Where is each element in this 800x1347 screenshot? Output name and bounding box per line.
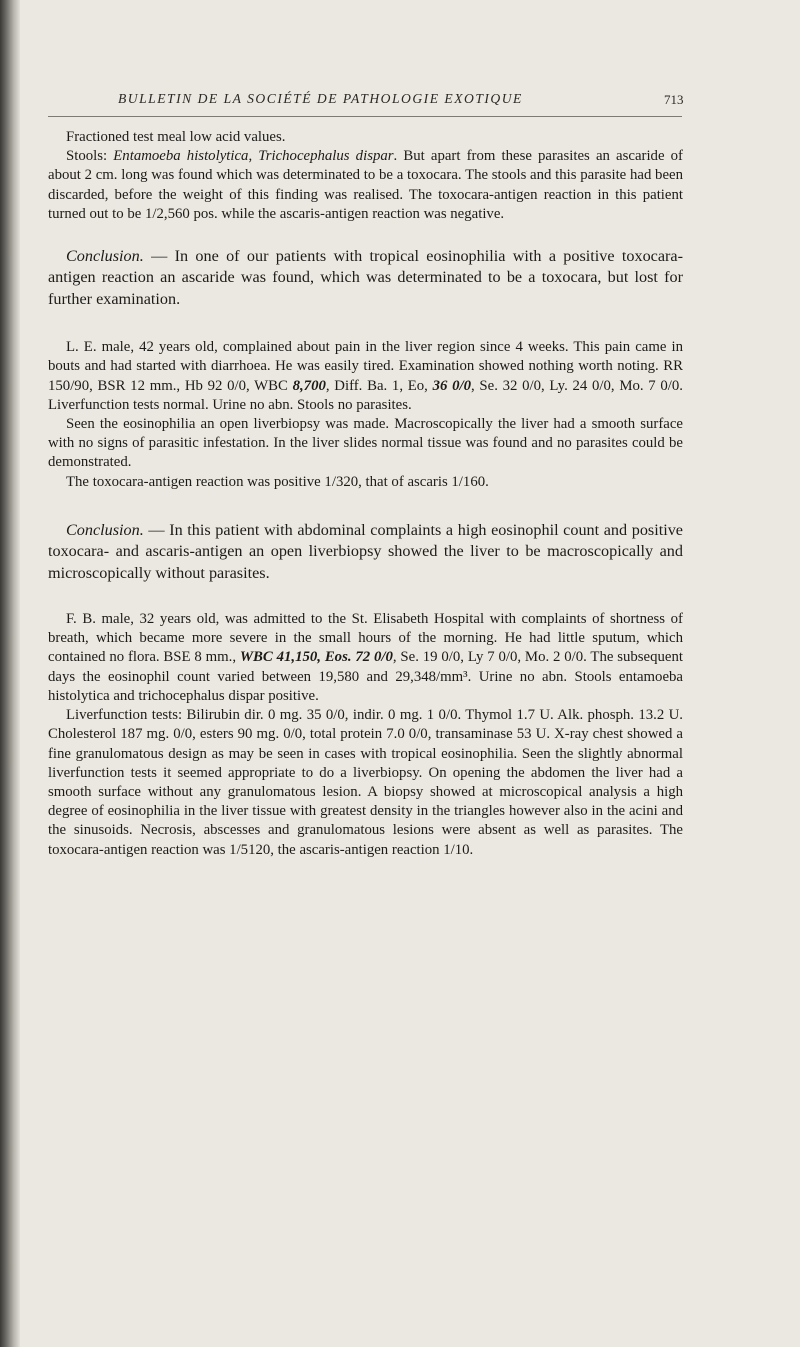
conclusion-1 [48,246,683,310]
conclusion-text: — In one of our patients with tropical eosinophilia with a positive toxocara-antigen reaction an ascaride was found, which was determinated to be a toxocara, but lost for further examination. [48,247,683,308]
wbc-eos-value: WBC 41,150, Eos. 72 0/0 [239,649,393,666]
running-header: BULLETIN DE LA SOCIÉTÉ DE PATHOLOGIE EXOTIQUE [118,91,523,106]
eo-value: 36 0/0 [432,377,471,394]
paragraph-antigen-le: The toxocara-antigen reaction was positive 1/320, that of ascaris 1/160. [66,473,489,490]
page-number: 713 [664,92,684,107]
stools-text: . But apart from these parasites an ascaride of about 2 cm. long was found which was determinated to be a toxocara. The stools and this parasite had been discarded, before the weight of this finding was realised. The toxocara-antigen reaction in this patient turned out to be 1/2,560 pos. while the ascaris-antigen reaction was negative. [48,148,683,222]
paragraph-liverfunction-fb: Liverfunction tests: Bilirubin dir. 0 mg. 35 0/0, indir. 0 mg. 1 0/0. Thymol 1.7 U. Alk. phosph. 13.2 U. Cholesterol 187 mg. 0/0, esters 90 mg. 0/0, total protein 7.0 0/0, transaminase 53 U. X-ray chest showed a fine granulomatous design as may be seen in cases with tropical eosinophilia. Seen the slightly abnormal liverfunction tests it seemed appropriate to do a liverbiopsy. On opening the abdomen the liver had a smooth surface without any granulomatous lesion. A biopsy showed at microscopical analysis a high degree of eosinophilia in the liver tissue with greatest density in the triangles however also in the acini and the sinusoids. Necrosis, abscesses and granulomatous lesions were absent as well as parasites. The toxocara-antigen reaction was 1/5120, the ascaris-antigen reaction 1/10. [48,707,683,858]
conclusion-label: Conclusion. [66,247,144,266]
stools-lead: Stools: [66,148,114,165]
wbc-value: 8,700 [292,377,326,394]
organism-entamoeba: Entamoeba histolytica [113,148,249,165]
article-body [48,128,683,860]
separator: , [248,148,259,165]
paragraph-test-meal: Fractioned test meal low acid values. [66,129,286,145]
case-le-text-c: , Se. 32 0/0, Ly. 24 0/0, Mo. 7 0/0. Liverfunction tests normal. Urine no abn. Stools no parasites. [48,377,683,413]
header-rule [48,116,682,117]
paragraph-stools [48,147,683,224]
paragraph-case-fb [48,610,683,706]
organism-trichocephalus: Trichocephalus dispar [258,148,394,165]
conclusion-2 [48,520,683,584]
book-binding-edge [0,0,20,1347]
case-le-text-b: , Diff. Ba. 1, Eo, [325,377,433,394]
case-le-text-a: L. E. male, 42 years old, complained about pain in the liver region since 4 weeks. This pain came in bouts and had started with diarrhoea. He was easily tired. Examination showed nothing worth noting. RR 150/90, BSR 12 mm., Hb 92 0/0, WBC [48,339,683,394]
case-fb-text-a: F. B. male, 32 years old, was admitted to the St. Elisabeth Hospital with complaints of shortness of breath, which became more severe in the small hours of the morning. He had little sputum, which contained no flora. BSE 8 mm., [48,611,683,666]
case-fb-text-b: , Se. 19 0/0, Ly 7 0/0, Mo. 2 0/0. The subsequent days the eosinophil count varied between 19,580 and 29,348/mm³. Urine no abn. Stools entamoeba histolytica and trichocephalus dispar positive. [48,649,683,704]
conclusion-text: — In this patient with abdominal complaints a high eosinophil count and positive toxocara- and ascaris-antigen an open liverbiopsy showed the liver to be macroscopically and microscopically without parasites. [48,520,683,582]
paragraph-case-le [48,338,683,415]
paragraph-liverbiopsy-le: Seen the eosinophilia an open liverbiopsy was made. Macroscopically the liver had a smooth surface with no signs of parasitic infestation. In the liver slides normal tissue was found and no parasites could be demonstrated. [48,416,683,471]
conclusion-label: Conclusion. [66,520,144,539]
